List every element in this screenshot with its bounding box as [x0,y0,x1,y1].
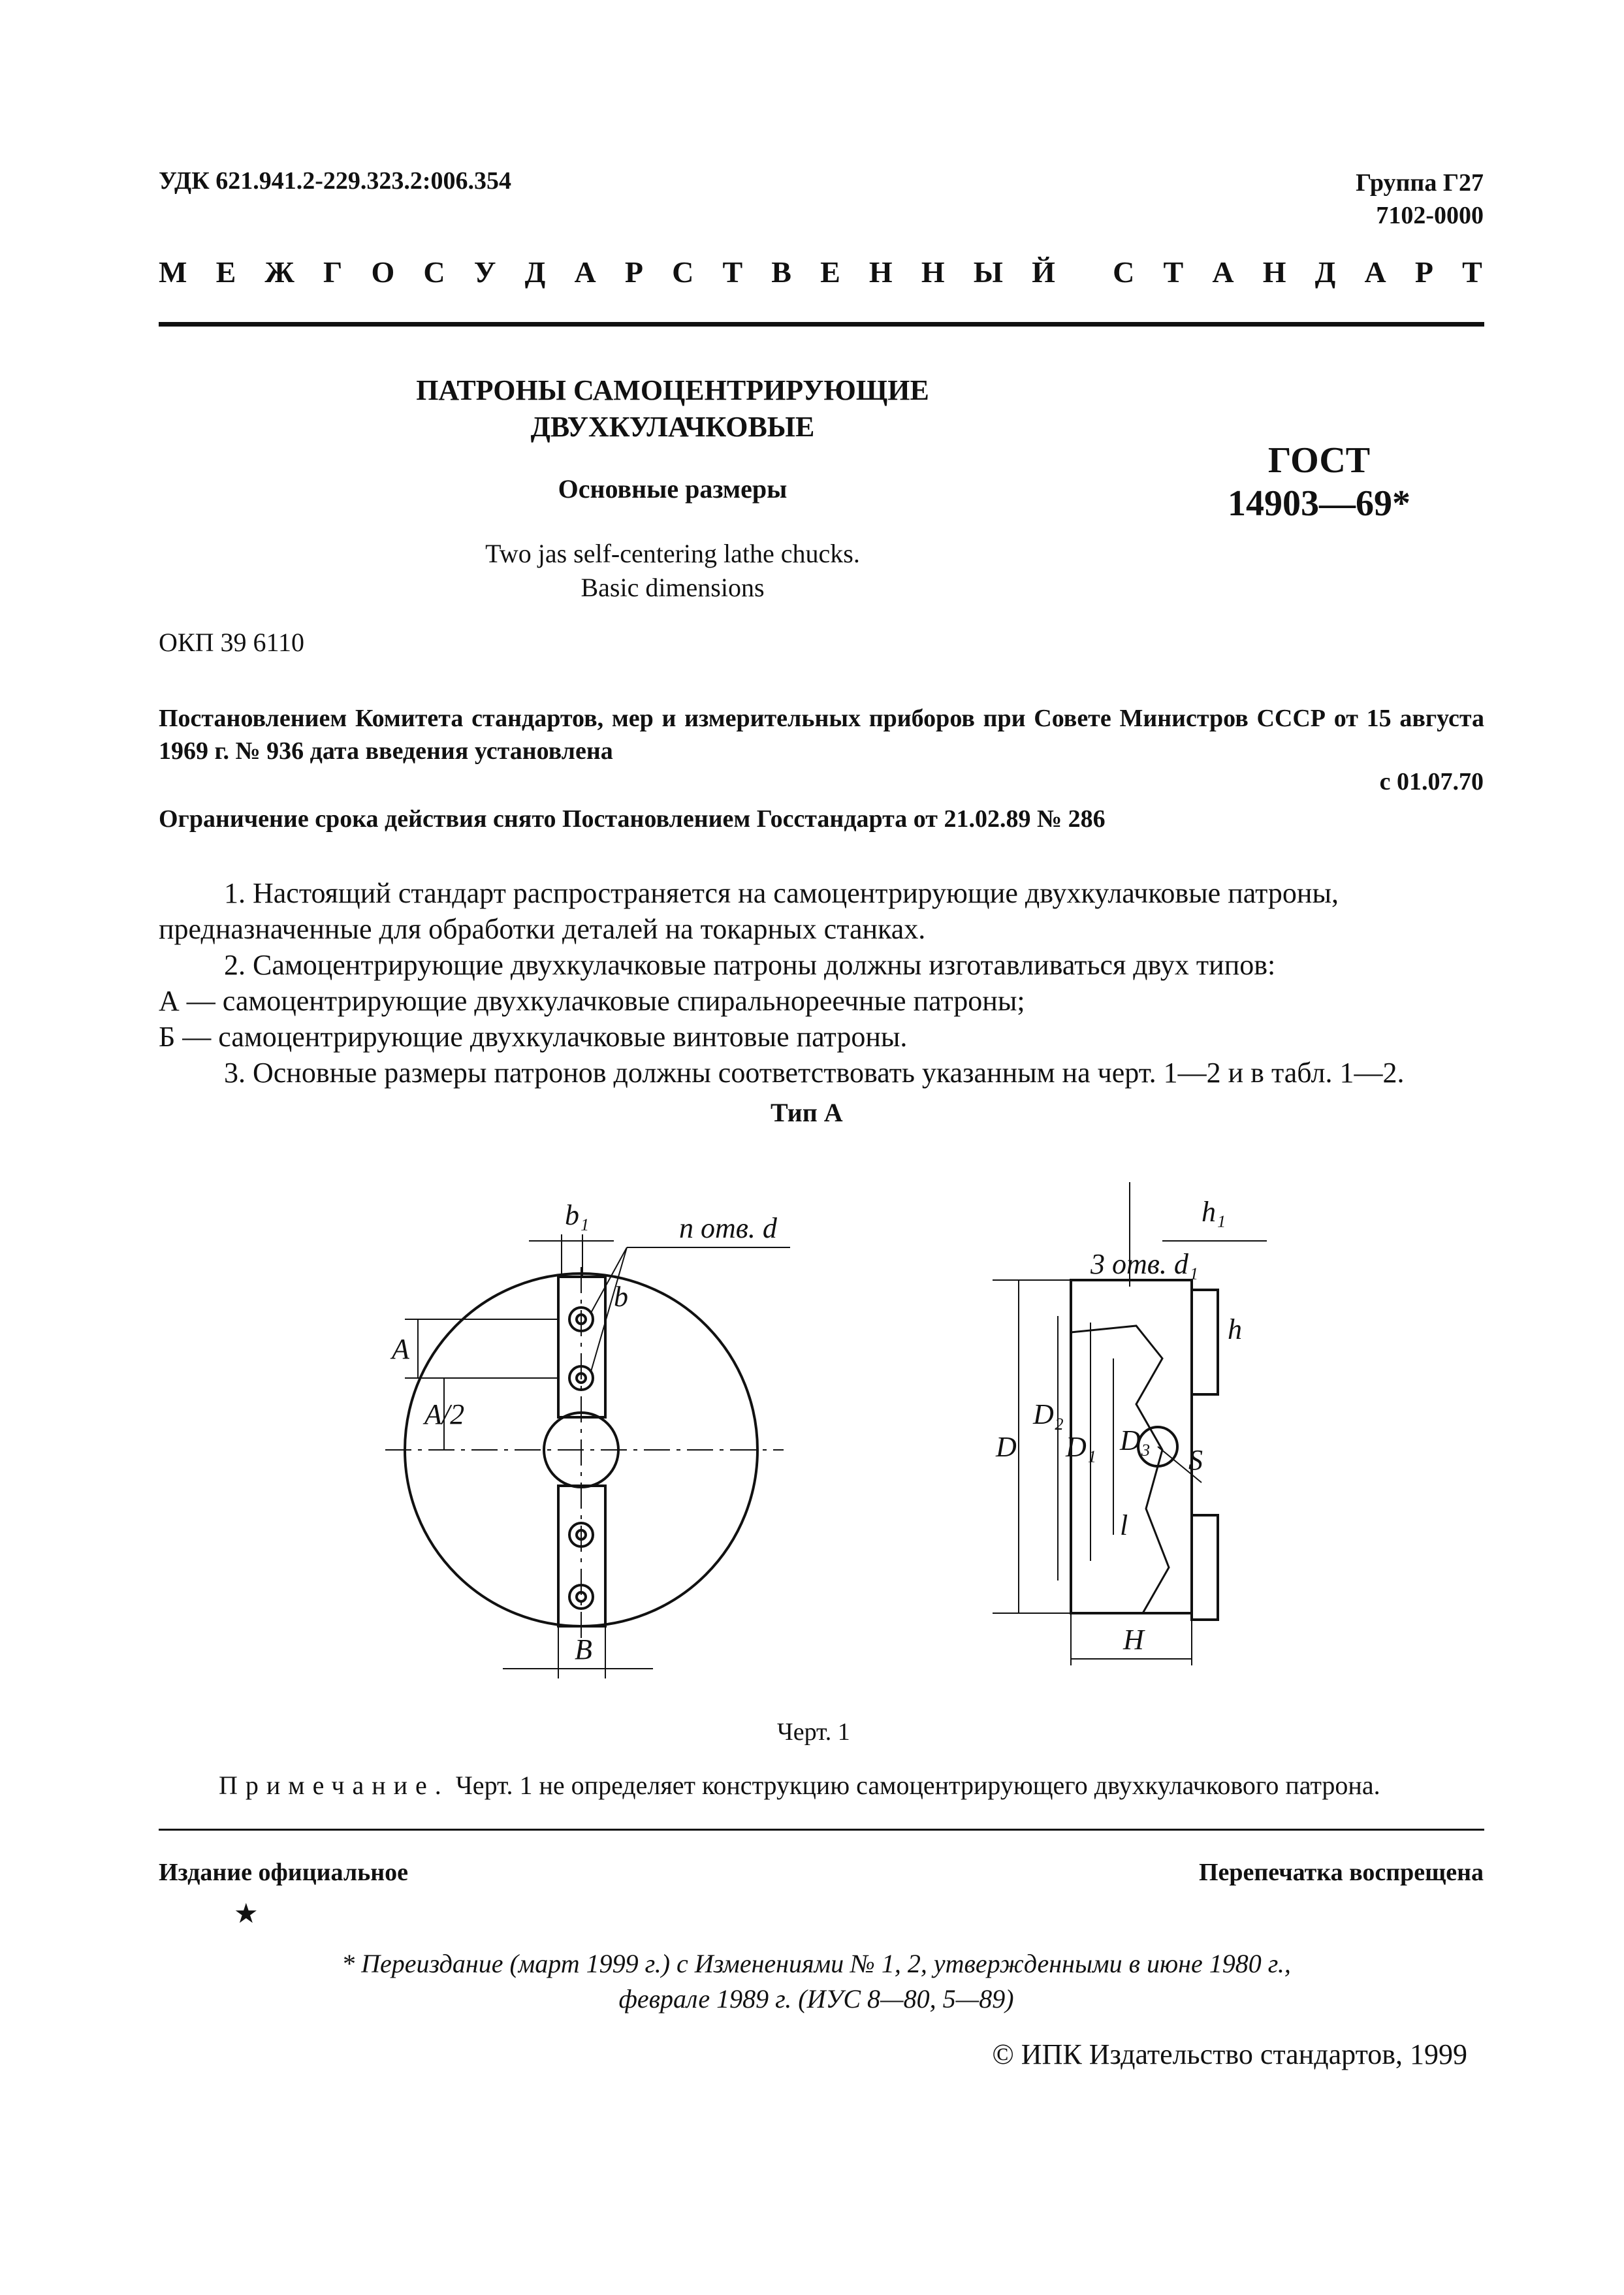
interstate-letter: Н [921,255,945,289]
interstate-letter: О [371,255,395,289]
paragraph-type-b: Б — самоцентрирующие двухкулачковые винтовые патроны. [159,1021,908,1053]
interstate-letter: В [771,255,791,289]
udk-code: УДК 621.941.2-229.323.2:006.354 [159,167,512,195]
lower-jaw-side [1192,1515,1218,1620]
interstate-letter: Т [1163,255,1184,289]
decree-text: Постановлением Комитета стандартов, мер и измерительных приборов при Совете Министров СССР от 15 августа 1969 г. № 936 дата введения установлена [159,705,1484,765]
label-l: l [1120,1509,1128,1541]
okstu-code: 7102-0000 [1376,202,1484,229]
interstate-letter: Р [624,255,643,289]
interstate-letter: Н [868,255,893,289]
label-H: H [1123,1624,1144,1656]
interstate-letter: М [159,255,187,289]
limitation-note: Ограничение срока действия снято Постановлением Госстандарта от 21.02.89 № 286 [159,805,1106,833]
interstate-standard-heading [159,255,1482,289]
reedition-line-2: феврале 1989 г. (ИУС 8—80, 5—89) [618,1984,1014,2014]
paragraph-2: 2. Самоцентрирующие двухкулачковые патроны должны изготавливаться двух типов: [224,949,1276,981]
introduction-date: с 01.07.70 [1379,768,1484,795]
footer-rule [159,1829,1484,1831]
interstate-letter: Н [1262,255,1286,289]
label-n-holes: n отв. d [679,1212,777,1244]
label-D2: D₂ [1033,1398,1064,1430]
interstate-letter: А [1364,255,1386,289]
label-A-half: A/2 [424,1398,465,1430]
label-h1: h₁ [1202,1196,1226,1228]
english-title [392,537,953,605]
gost-label: ГОСТ [1267,440,1371,481]
interstate-letter: Д [1314,255,1336,289]
group-block [1356,167,1484,232]
label-b: b [614,1281,628,1313]
document-title [392,372,953,445]
official-edition: Издание официальное [159,1859,409,1886]
paragraph-1: 1. Настоящий стандарт распространяется на самоцентрирующие двухкулачковые патроны, предназначенные для обработки деталей на токарных станках. [159,877,1339,945]
label-S: S [1188,1444,1203,1476]
document-subtitle: Основные размеры [558,474,788,504]
label-D3: D₃ [1120,1424,1151,1456]
title-line-1: ПАТРОНЫ САМОЦЕНТРИРУЮЩИЕ [416,374,929,406]
reedition-note [261,1946,1371,2017]
reprint-prohibited: Перепечатка воспрещена [1198,1859,1484,1886]
figure-type-label: Тип А [771,1098,843,1127]
interstate-letter: Т [722,255,743,289]
okp-code: ОКП 39 6110 [159,628,304,657]
interstate-letter: Г [323,255,343,289]
title-line-2: ДВУХКУЛАЧКОВЫЕ [530,411,815,443]
reedition-line-1: * Переиздание (март 1999 г.) с Изменениями № 1, 2, утвержденными в июне 1980 г., [342,1949,1291,1978]
interstate-letter: Д [524,255,546,289]
paragraph-type-a: А — самоцентрирующие двухкулачковые спиральнореечные патроны; [159,985,1025,1017]
interstate-letter: С [1113,255,1135,289]
label-D1: D₁ [1066,1431,1097,1463]
label-b1: b₁ [565,1199,590,1231]
figure-note [219,1770,1380,1801]
interstate-letter: А [574,255,596,289]
star-mark: ★ [234,1899,259,1929]
interstate-letter: Е [215,255,236,289]
interstate-letter: А [1212,255,1234,289]
interstate-letter: Е [820,255,840,289]
upper-jaw-side [1192,1290,1218,1394]
gost-designation [1215,439,1424,525]
label-A: A [392,1333,409,1365]
note-text: Черт. 1 не определяет конструкцию самоцентрирующего двухкулачкового патрона. [449,1771,1380,1800]
interstate-letter: Ж [264,255,295,289]
interstate-letter: У [473,255,496,289]
label-B: B [575,1633,592,1665]
label-h: h [1228,1313,1242,1345]
interstate-letter: С [672,255,694,289]
label-3-holes: 3 отв. d₁ [1091,1248,1199,1280]
header-rule [159,322,1484,327]
interstate-letter: С [423,255,445,289]
paragraph-3: 3. Основные размеры патронов должны соответствовать указанным на черт. 1—2 и в табл. 1—2. [224,1057,1405,1089]
english-title-line-2: Basic dimensions [581,573,765,602]
english-title-line-1: Two jas self-centering lathe chucks. [485,539,860,568]
figure-caption: Черт. 1 [777,1718,850,1746]
interstate-letter: Ы [973,255,1003,289]
label-D: D [996,1431,1017,1463]
interstate-letter: Р [1414,255,1433,289]
body-text [159,875,1484,1091]
chuck-drawing [340,1143,1286,1711]
copyright: © ИПК Издательство стандартов, 1999 [992,2038,1467,2070]
interstate-letter: Т [1462,255,1482,289]
interstate-letter: Й [1032,255,1055,289]
group-code: Группа Г27 [1356,169,1484,197]
gost-number: 14903—69* [1228,483,1410,524]
note-prefix: Примечание. [219,1771,449,1800]
